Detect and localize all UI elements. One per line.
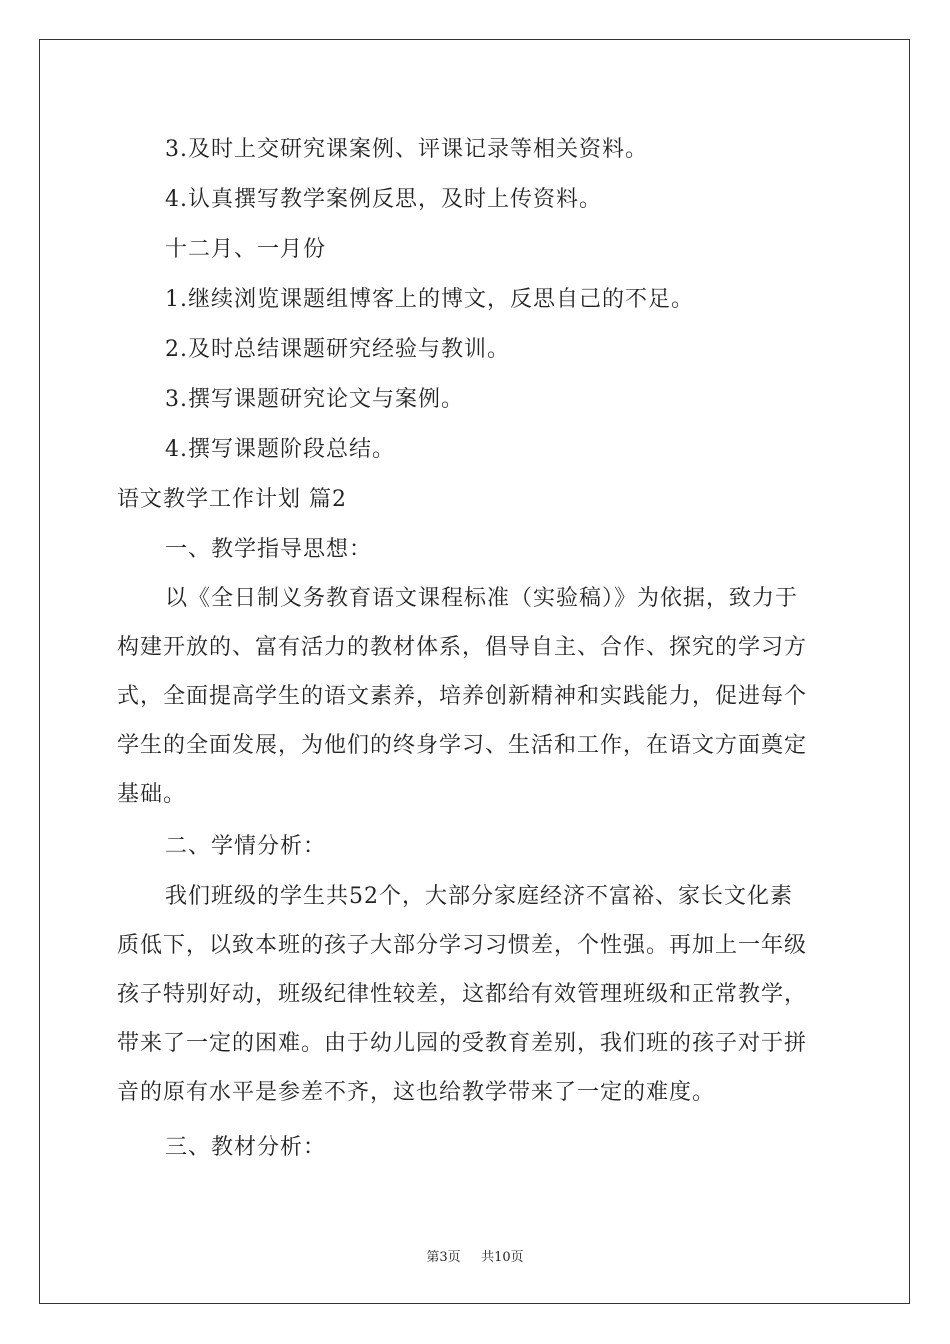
paragraph-line: 基础。 — [117, 782, 187, 807]
text-line: 1.继续浏览课题组博客上的博文，反思自己的不足。 — [165, 287, 694, 312]
text-line: 3.撰写课题研究论文与案例。 — [165, 387, 464, 412]
paragraph-line: 以《全日制义务教育语文课程标准（实验稿）》为依据，致力于 — [165, 586, 799, 611]
paragraph-line: 音的原有水平是参差不齐，这也给教学带来了一定的难度。 — [117, 1080, 716, 1105]
paragraph-line: 质低下，以致本班的孩子大部分学习习惯差，个性强。再加上一年级 — [117, 933, 808, 958]
paragraph-line: 学生的全面发展，为他们的终身学习、生活和工作，在语文方面奠定 — [117, 733, 808, 758]
text-line: 十二月、一月份 — [165, 237, 327, 262]
text-line: 4.认真撰写教学案例反思，及时上传资料。 — [165, 187, 602, 212]
paragraph-line: 带来了一定的困难。由于幼儿园的受教育差别，我们班的孩子对于拼 — [117, 1031, 808, 1056]
page-border — [39, 39, 910, 1304]
subheading: 二、学情分析： — [165, 834, 327, 859]
paragraph-line: 孩子特别好动，班级纪律性较差，这都给有效管理班级和正常教学， — [117, 982, 808, 1007]
text-line: 2.及时总结课题研究经验与教训。 — [165, 337, 510, 362]
section-heading: 语文教学工作计划 篇2 — [117, 487, 347, 512]
paragraph-line: 构建开放的、富有活力的教材体系，倡导自主、合作、探究的学习方 — [117, 635, 808, 660]
total-pages: 共10页 — [481, 1250, 524, 1265]
page-number: 第3页 — [426, 1250, 461, 1265]
page-footer — [0, 1246, 950, 1265]
subheading: 一、教学指导思想： — [165, 537, 373, 562]
paragraph-line: 我们班级的学生共52个，大部分家庭经济不富裕、家长文化素 — [165, 884, 793, 909]
text-line: 3.及时上交研究课案例、评课记录等相关资料。 — [165, 137, 648, 162]
subheading: 三、教材分析： — [165, 1135, 327, 1160]
text-line: 4.撰写课题阶段总结。 — [165, 437, 395, 462]
paragraph-line: 式，全面提高学生的语文素养，培养创新精神和实践能力，促进每个 — [117, 684, 808, 709]
